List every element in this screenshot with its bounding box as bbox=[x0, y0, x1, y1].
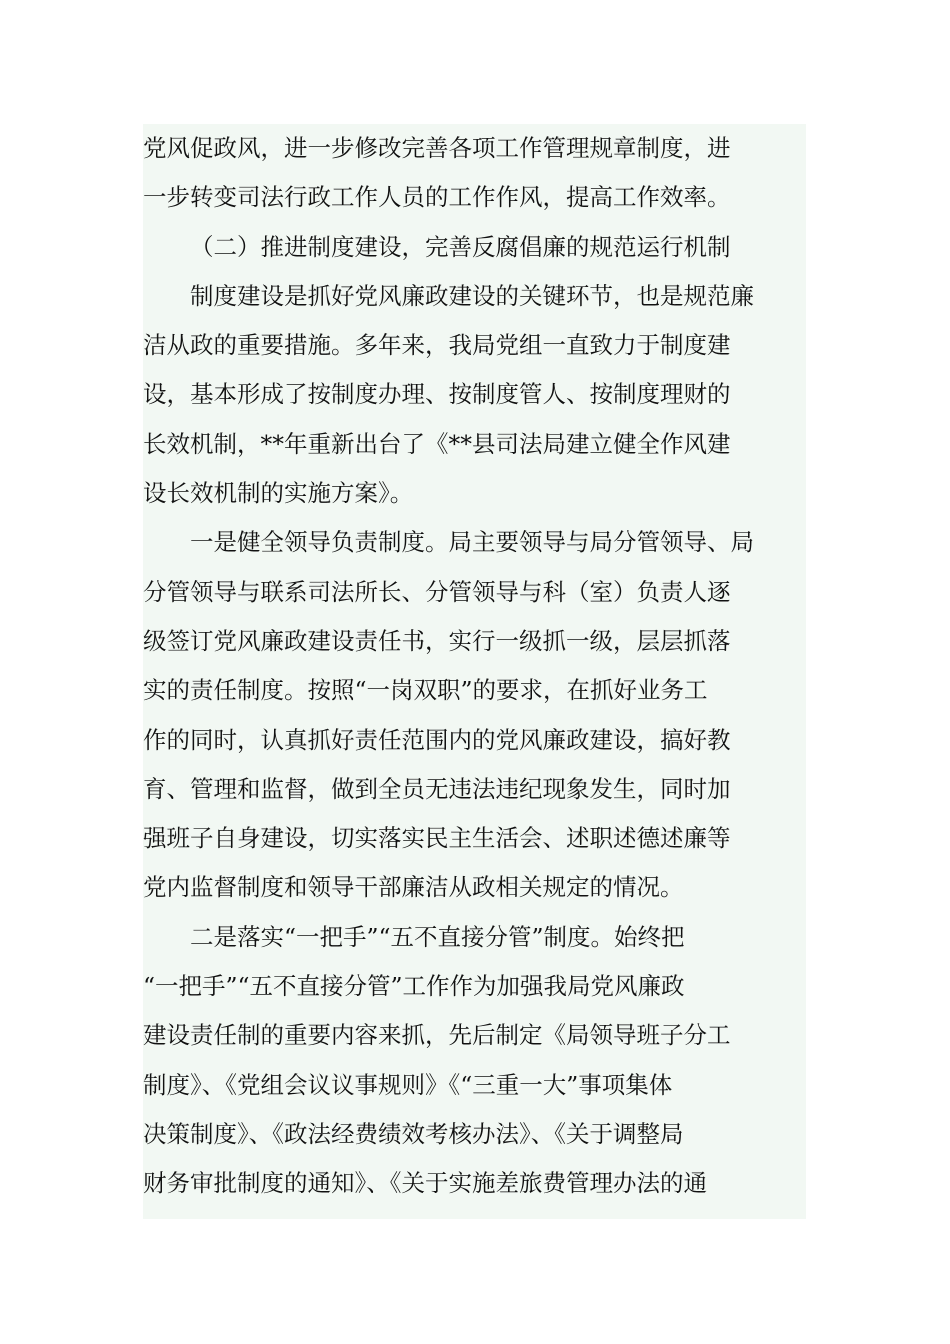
text-line-6: 设，基本形成了按制度办理、按制度管人、按制度理财的 bbox=[143, 380, 731, 409]
text-line-18: “一把手”“五不直接分管”工作作为加强我局党风廉政 bbox=[143, 972, 685, 1001]
text-line-19: 建设责任制的重要内容来抓，先后制定《局领导班子分工 bbox=[143, 1021, 731, 1050]
text-line-12: 实的责任制度。按照“一岗双职”的要求，在抓好业务工 bbox=[143, 676, 708, 705]
text-line-9: 一是健全领导负责制度。局主要领导与局分管领导、局 bbox=[190, 528, 754, 557]
text-line-4: 制度建设是抓好党风廉政建设的关键环节，也是规范廉 bbox=[190, 281, 754, 310]
document-body bbox=[143, 124, 806, 1219]
text-line-10: 分管领导与联系司法所长、分管领导与科（室）负责人逐 bbox=[143, 577, 731, 606]
text-line-13: 作的同时，认真抓好责任范围内的党风廉政建设，搞好教 bbox=[143, 725, 731, 754]
text-line-21: 决策制度》、《政法经费绩效考核办法》、《关于调整局 bbox=[143, 1119, 684, 1148]
text-line-16: 党内监督制度和领导干部廉洁从政相关规定的情况。 bbox=[143, 873, 684, 902]
text-line-11: 级签订党风廉政建设责任书，实行一级抓一级，层层抓落 bbox=[143, 626, 731, 655]
text-line-15: 强班子自身建设，切实落实民主生活会、述职述德述廉等 bbox=[143, 824, 731, 853]
text-line-22: 财务审批制度的通知》、《关于实施差旅费管理办法的通 bbox=[143, 1169, 707, 1198]
text-line-17: 二是落实“一把手”“五不直接分管”制度。始终把 bbox=[190, 922, 685, 951]
section-heading: （二）推进制度建设，完善反腐倡廉的规范运行机制 bbox=[190, 232, 731, 261]
text-line-8: 设长效机制的实施方案》。 bbox=[143, 479, 414, 508]
text-line-7: 长效机制，**年重新出台了《**县司法局建立健全作风建 bbox=[143, 429, 731, 458]
text-line-1: 党风促政风，进一步修改完善各项工作管理规章制度，进 bbox=[143, 134, 731, 162]
text-line-20: 制度》、《党组会议议事规则》《“三重一大”事项集体 bbox=[143, 1070, 673, 1099]
text-line-5: 洁从政的重要措施。多年来，我局党组一直致力于制度建 bbox=[143, 331, 731, 360]
text-line-2: 一步转变司法行政工作人员的工作作风，提高工作效率。 bbox=[143, 183, 731, 212]
text-line-14: 育、管理和监督，做到全员无违法违纪现象发生，同时加 bbox=[143, 774, 731, 803]
